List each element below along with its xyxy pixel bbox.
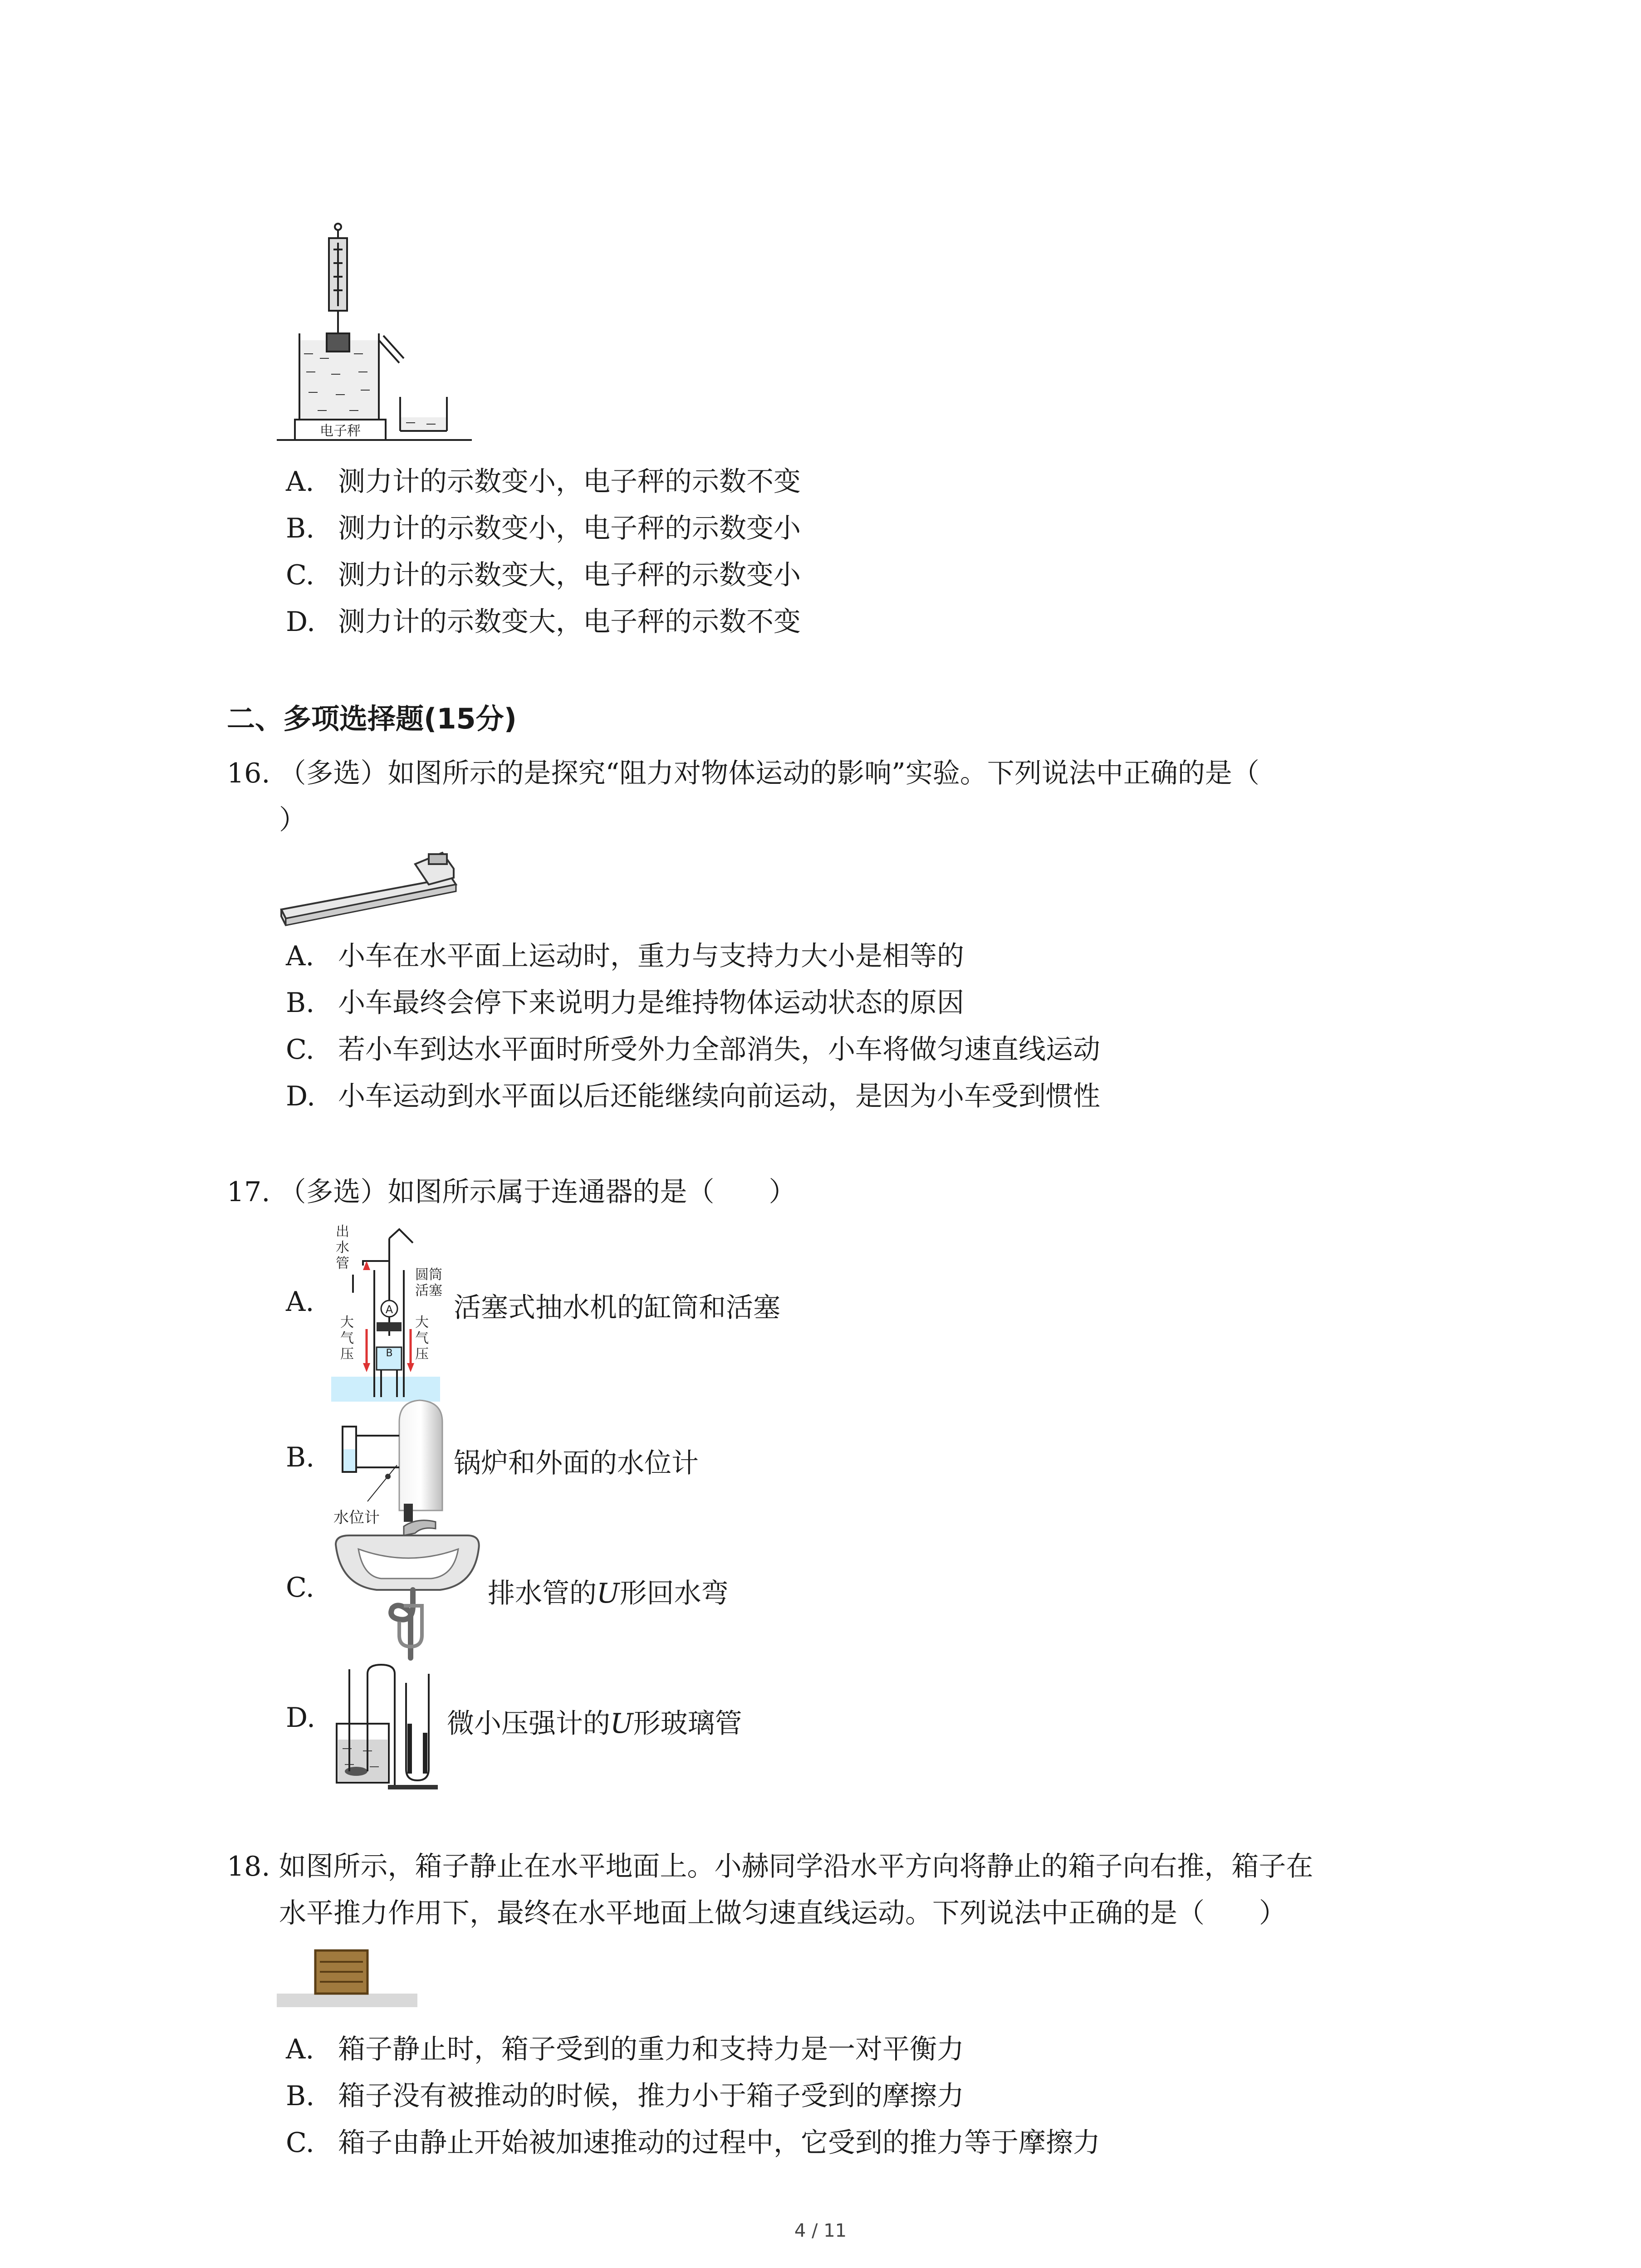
q16-option-b[interactable]: B. 小车最终会停下来说明力是维持物体运动状态的原因	[286, 987, 964, 1019]
section-heading: 二、多项选择题(15分)	[227, 702, 517, 735]
qi-label-right: 气	[415, 1330, 429, 1346]
q18-figure	[277, 1944, 422, 2012]
electronic-scale-label: 电子秤	[320, 423, 361, 439]
q16-stem-line2: ）	[279, 804, 306, 836]
q16-stem-line1: 16. （多选）如图所示的是探究“阻力对物体运动的影响”实验。下列说法中正确的是（	[227, 758, 1259, 789]
q17-option-c-label[interactable]: C.	[286, 1572, 314, 1603]
q17-c-figure	[331, 1517, 485, 1667]
tong-label: 筒	[429, 1267, 442, 1283]
q18-option-b[interactable]: B. 箱子没有被推动的时候，推力小于箱子受到的摩擦力	[286, 2080, 964, 2112]
q16-option-d[interactable]: D. 小车运动到水平面以后还能继续向前运动，是因为小车受到惯性	[286, 1080, 1100, 1112]
q16-figure	[279, 850, 492, 941]
q17-option-a-label[interactable]: A.	[286, 1286, 314, 1318]
shui-label: 水	[336, 1240, 349, 1256]
da-label-left: 大	[340, 1315, 354, 1330]
qi-label-left: 气	[340, 1330, 354, 1346]
water-gauge-label: 水位计	[333, 1509, 380, 1527]
yuan-label: 圆	[415, 1267, 429, 1283]
page-number: 4 / 11	[794, 2220, 847, 2241]
q17-option-d-label[interactable]: D.	[286, 1702, 316, 1734]
q15-option-b[interactable]: B. 测力计的示数变小，电子秤的示数变小	[286, 513, 801, 544]
q15-figure	[277, 218, 476, 454]
huo-label: 活	[415, 1283, 429, 1299]
q17-stem: 17. （多选）如图所示属于连通器的是（ ）	[227, 1176, 796, 1208]
ya-label-left: 压	[340, 1346, 354, 1362]
q17-option-d-text: 微小压强计的U形玻璃管	[447, 1708, 742, 1740]
q16-option-c[interactable]: C. 若小车到达水平面时所受外力全部消失，小车将做匀速直线运动	[286, 1034, 1100, 1066]
q15-option-c[interactable]: C. 测力计的示数变大，电子秤的示数变小	[286, 559, 801, 591]
q15-option-d[interactable]: D. 测力计的示数变大，电子秤的示数不变	[286, 606, 801, 638]
guan-label: 管	[336, 1256, 349, 1271]
q18-stem-line1: 18. 如图所示，箱子静止在水平地面上。小赫同学沿水平方向将静止的箱子向右推，箱子在	[227, 1851, 1313, 1882]
valve-b-label: B	[386, 1348, 393, 1359]
valve-a-label: A	[385, 1303, 393, 1316]
sai-label: 塞	[429, 1283, 442, 1299]
q15-option-a[interactable]: A. 测力计的示数变小，电子秤的示数不变	[286, 466, 801, 498]
q17-option-c-text: 排水管的U形回水弯	[488, 1578, 729, 1609]
q17-option-b-label[interactable]: B.	[286, 1442, 315, 1473]
da-label-right: 大	[415, 1315, 429, 1330]
q16-option-a[interactable]: A. 小车在水平面上运动时，重力与支持力大小是相等的	[286, 940, 964, 972]
q17-a-figure	[331, 1220, 458, 1402]
q17-b-figure	[333, 1395, 460, 1531]
chu-label: 出	[336, 1224, 349, 1240]
q18-option-a[interactable]: A. 箱子静止时，箱子受到的重力和支持力是一对平衡力	[286, 2033, 964, 2065]
q18-option-c[interactable]: C. 箱子由静止开始被加速推动的过程中，它受到的推力等于摩擦力	[286, 2127, 1100, 2159]
q17-d-figure	[331, 1656, 449, 1792]
ya-label-right: 压	[415, 1346, 429, 1362]
q17-option-a-text: 活塞式抽水机的缸筒和活塞	[454, 1292, 780, 1324]
q18-stem-line2: 水平推力作用下，最终在水平地面上做匀速直线运动。下列说法中正确的是（ ）	[279, 1897, 1286, 1929]
q17-option-b-text: 锅炉和外面的水位计	[454, 1447, 699, 1479]
